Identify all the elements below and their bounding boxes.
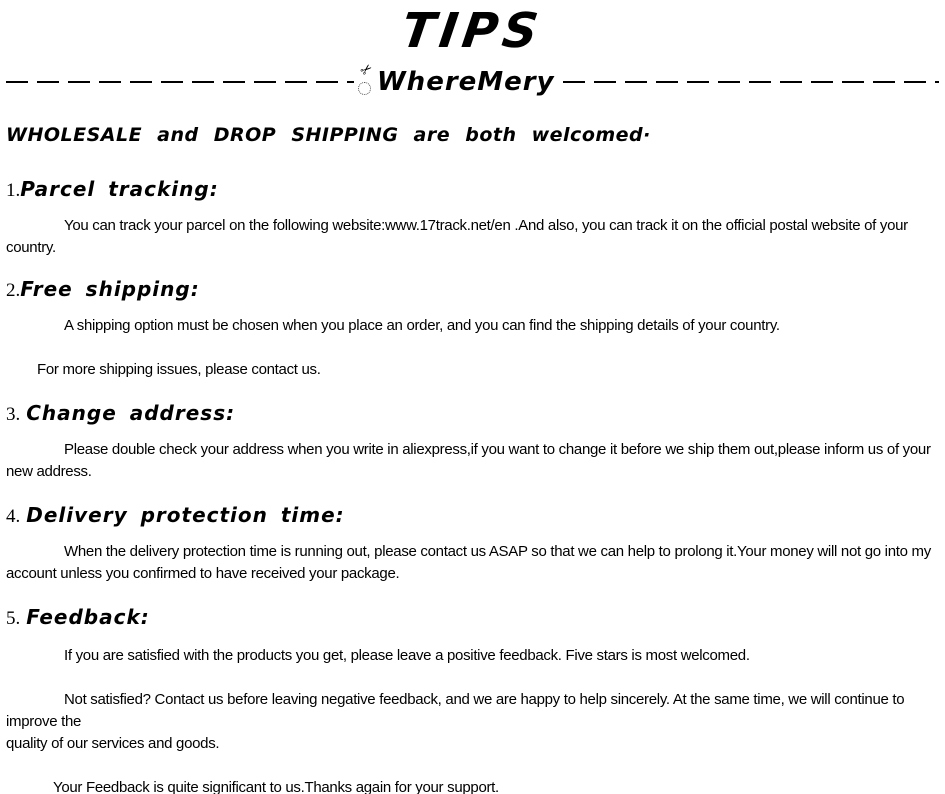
brand-name: WhereMery	[377, 67, 555, 97]
section-5-paragraph-2: Not satisfied? Contact us before leaving negative feedback, and we are happy to help sincerely. At the same time, we will continue to improve the	[6, 691, 905, 730]
section-3-number: 3.	[6, 404, 21, 425]
section-1-heading-text: Parcel tracking:	[20, 177, 219, 201]
dotted-circle	[358, 82, 371, 95]
section-3-heading-text: Change address:	[26, 401, 236, 425]
section-1-paragraph-1: You can track your parcel on the following website:www.17track.net/en .And also, you can track it on the official postal website of your country.	[6, 217, 908, 256]
section-5-number: 5.	[6, 608, 21, 629]
section-4-paragraph-1: When the delivery protection time is running out, please contact us ASAP so that we can help to prolong it.Your money will not go into my account unless you confirmed to have received your package.	[6, 543, 931, 582]
section-3-heading	[6, 401, 939, 427]
dashed-line-left	[6, 81, 354, 83]
dashed-line-right	[563, 81, 939, 83]
section-1-number: 1.	[6, 180, 21, 201]
section-1-heading	[6, 177, 939, 203]
section-5-heading	[6, 605, 939, 631]
section-5-paragraph-1: If you are satisfied with the products you get, please leave a positive feedback. Five stars is most welcomed.	[64, 647, 750, 664]
scissors-cut-icon	[357, 60, 377, 98]
scissors-glyph: ✂	[357, 60, 377, 80]
page-title-text: TIPS	[398, 3, 547, 59]
section-2-heading	[6, 277, 939, 303]
section-2-heading-text: Free shipping:	[20, 277, 200, 301]
closing-line: Your Feedback is quite significant to us.Thanks again for your support.	[53, 779, 499, 794]
section-4-heading-text: Delivery protection time:	[26, 503, 345, 527]
section-2-paragraph-2: For more shipping issues, please contact us.	[37, 361, 321, 378]
section-5-paragraph-3: quality of our services and goods.	[6, 735, 220, 752]
brand-divider	[6, 60, 939, 100]
section-2-number: 2.	[6, 280, 21, 301]
section-4-number: 4.	[6, 506, 21, 527]
intro-line: WHOLESALE and DROP SHIPPING are both welcomed·	[6, 124, 651, 146]
section-2-paragraph-1: A shipping option must be chosen when you place an order, and you can find the shipping details of your country.	[64, 317, 780, 334]
section-5-heading-text: Feedback:	[26, 605, 150, 629]
page-title	[6, 2, 939, 60]
brand	[354, 60, 563, 98]
section-3-paragraph-1: Please double check your address when you write in aliexpress,if you want to change it before we ship them out,please inform us of your new address.	[6, 441, 931, 480]
section-4-heading	[6, 503, 939, 529]
